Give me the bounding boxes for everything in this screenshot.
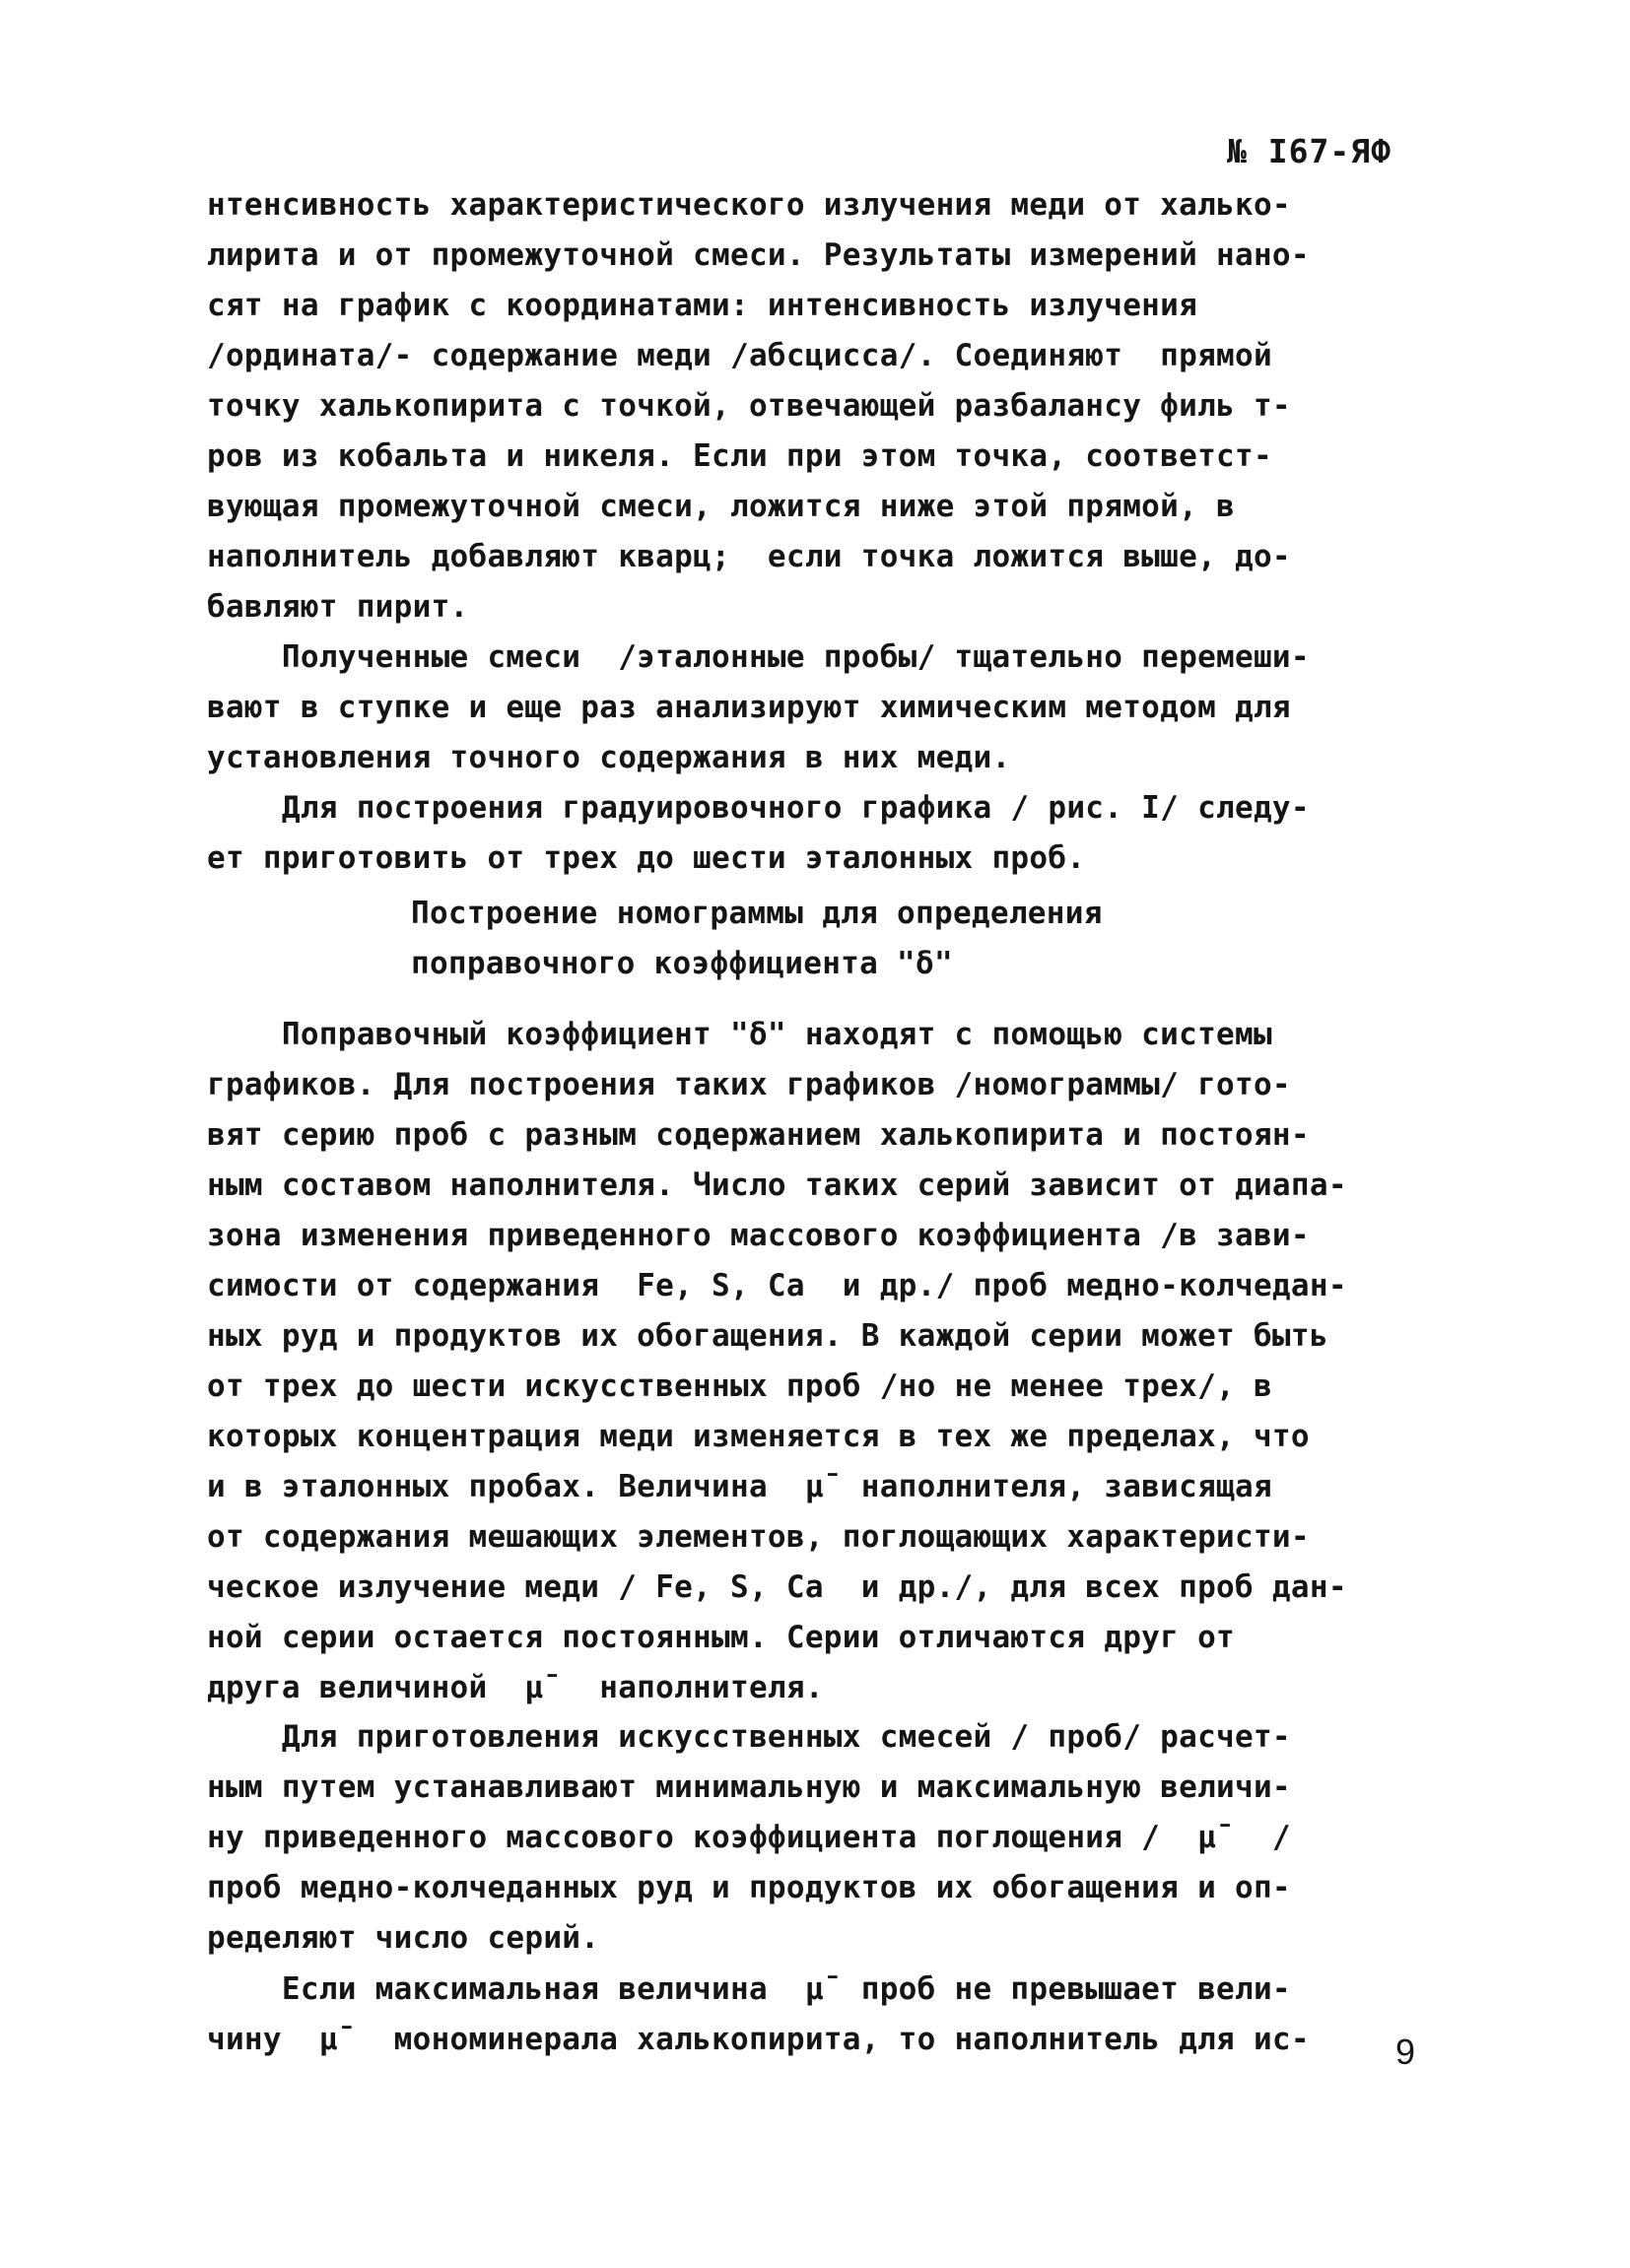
text-line: ет приготовить от трех до шести эталонных проб. bbox=[207, 840, 1086, 876]
text-line: ных руд и продуктов их обогащения. В каждой серии может быть bbox=[207, 1318, 1328, 1354]
text-line: нтенсивность характеристического излучения меди от халько- bbox=[207, 187, 1291, 223]
heading-line: Построение номограммы для определения bbox=[411, 896, 1103, 931]
page-number: 9 bbox=[1395, 2032, 1416, 2072]
text-line: друга величиной μ̄ наполнителя. bbox=[207, 1670, 824, 1705]
text-line: лирита и от промежуточной смеси. Результаты измерений нано- bbox=[207, 237, 1310, 273]
text-line: ров из кобальта и никеля. Если при этом точка, соответст- bbox=[207, 438, 1272, 474]
text-line: ческое излучение меди / Fe, S, Ca и др./, для всех проб дан- bbox=[207, 1569, 1347, 1605]
text-line: проб медно-колчеданных руд и продуктов их обогащения и оп- bbox=[207, 1870, 1291, 1905]
text-line: и в эталонных пробах. Величина μ̄ наполнителя, зависящая bbox=[207, 1469, 1272, 1504]
text-line: Для построения градуировочного графика / рис. I/ следу- bbox=[207, 790, 1310, 826]
text-line: ной серии остается постоянным. Серии отличаются друг от bbox=[207, 1620, 1235, 1655]
text-line: вующая промежуточной смеси, ложится ниже этой прямой, в bbox=[207, 489, 1235, 524]
paragraph-max-value bbox=[207, 1965, 1459, 2065]
document-number: № I67-ЯФ bbox=[1227, 132, 1392, 170]
paragraph-reference-samples bbox=[207, 633, 1459, 783]
text-line: наполнитель добавляют кварц; если точка ложится выше, до- bbox=[207, 539, 1291, 574]
paragraph-intensity-method bbox=[207, 180, 1459, 633]
text-line: от содержания мешающих элементов, поглощающих характеристи- bbox=[207, 1519, 1310, 1555]
text-line: симости от содержания Fe, S, Ca и др./ проб медно-колчедан- bbox=[207, 1268, 1347, 1303]
paragraph-calibration-graph bbox=[207, 783, 1459, 884]
text-line: от трех до шести искусственных проб /но не менее трех/, в bbox=[207, 1368, 1272, 1404]
text-line: Полученные смеси /эталонные пробы/ тщательно перемеши- bbox=[207, 639, 1310, 675]
text-line: которых концентрация меди изменяется в тех же пределах, что bbox=[207, 1419, 1310, 1454]
text-line: ным путем устанавливают минимальную и максимальную величи- bbox=[207, 1769, 1291, 1805]
text-line: точку халькопирита с точкой, отвечающей разбалансу филь т- bbox=[207, 388, 1291, 424]
text-line: сят на график с координатами: интенсивность излучения bbox=[207, 288, 1198, 323]
text-line: ным составом наполнителя. Число таких серий зависит от диапа- bbox=[207, 1167, 1347, 1203]
text-line: бавляют пирит. bbox=[207, 589, 469, 625]
text-line: ределяют число серий. bbox=[207, 1920, 600, 1956]
text-line: Поправочный коэффициент "δ" находят с помощью системы bbox=[207, 1017, 1272, 1052]
text-line: вят серию проб с разным содержанием халькопирита и постоян- bbox=[207, 1117, 1310, 1153]
text-line: ну приведенного массового коэффициента поглощения / μ̄ / bbox=[207, 1820, 1291, 1855]
paragraph-artificial-mixtures bbox=[207, 1712, 1459, 1964]
text-line: вают в ступке и еще раз анализируют химическим методом для bbox=[207, 690, 1291, 725]
text-line: установления точного содержания в них меди. bbox=[207, 740, 1011, 775]
section-heading bbox=[411, 889, 1298, 989]
text-line: Для приготовления искусственных смесей / проб/ расчет- bbox=[207, 1719, 1291, 1755]
text-line: /ордината/- содержание меди /абсцисса/. Соединяют прямой bbox=[207, 338, 1272, 373]
text-line: зона изменения приведенного массового коэффициента /в зави- bbox=[207, 1218, 1310, 1253]
paragraph-correction-coefficient bbox=[207, 1010, 1459, 1713]
text-line: Если максимальная величина μ̄ проб не превышает вели- bbox=[207, 1971, 1291, 2007]
heading-line: поправочного коэффициента "δ" bbox=[411, 946, 953, 981]
text-line: чину μ̄ мономинерала халькопирита, то наполнитель для ис- bbox=[207, 2022, 1310, 2057]
text-line: графиков. Для построения таких графиков /номограммы/ гото- bbox=[207, 1067, 1291, 1102]
